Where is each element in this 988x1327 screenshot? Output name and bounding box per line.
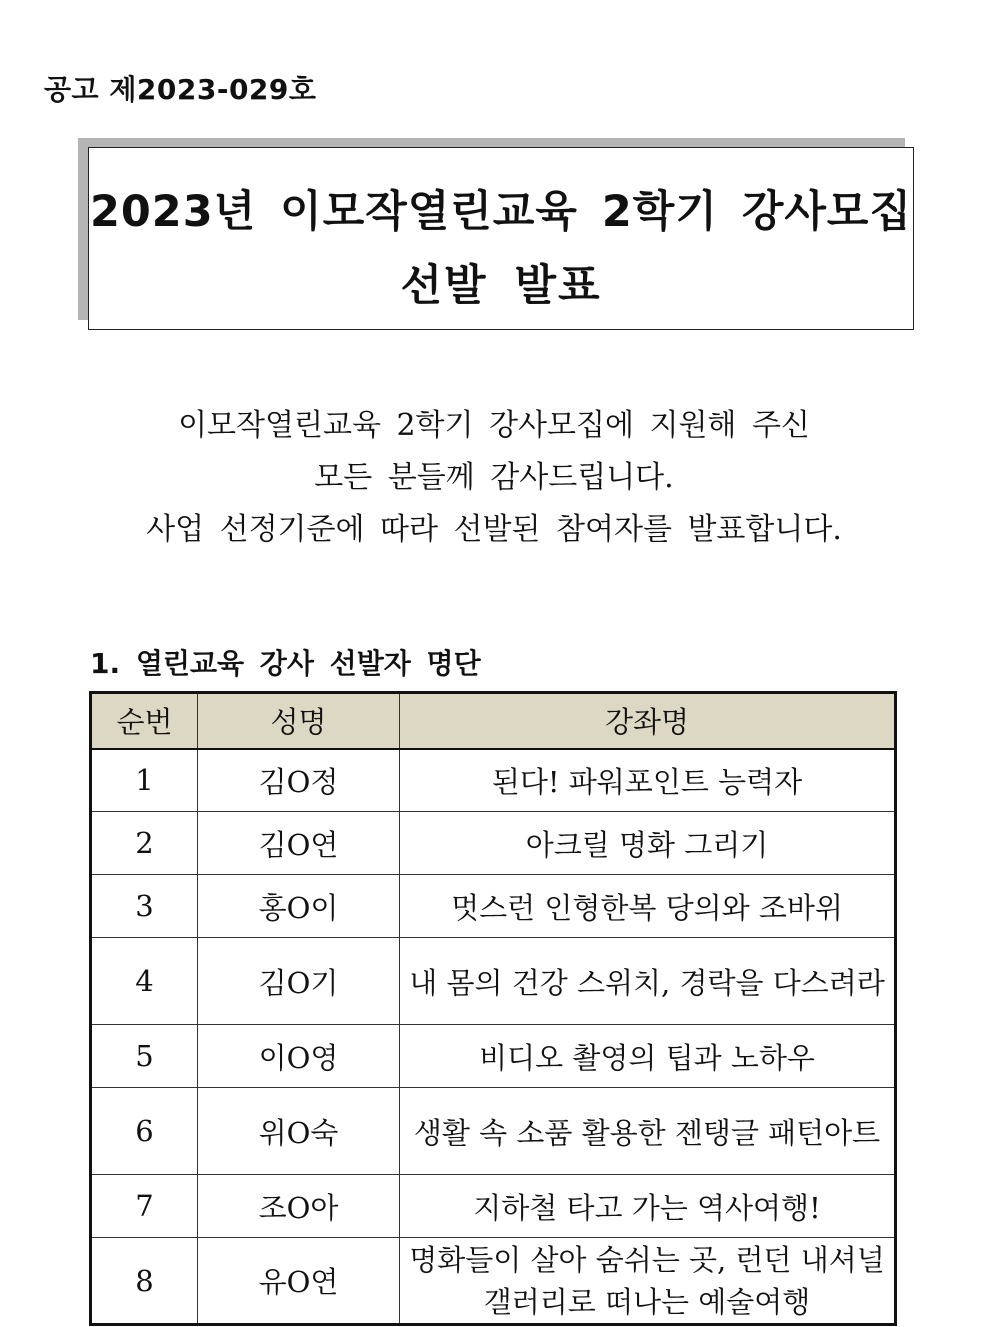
title-line-1: 2023년 이모작열린교육 2학기 강사모집 [89, 187, 913, 237]
cell-no: 8 [91, 1238, 198, 1325]
section-heading: 1. 열린교육 강사 선발자 명단 [90, 647, 481, 680]
cell-course: 내 몸의 건강 스위치, 경락을 다스려라 [400, 938, 896, 1025]
cell-no: 5 [91, 1025, 198, 1088]
table-row [91, 875, 896, 938]
header-name: 성명 [198, 693, 400, 749]
cell-no: 2 [91, 812, 198, 875]
cell-name: 홍O이 [198, 875, 400, 938]
cell-course-line-2: 갤러리로 떠나는 예술여행 [483, 1284, 811, 1319]
cell-course: 멋스런 인형한복 당의와 조바위 [400, 875, 896, 938]
table-row [91, 812, 896, 875]
cell-course: 비디오 촬영의 팁과 노하우 [400, 1025, 896, 1088]
cell-no: 3 [91, 875, 198, 938]
cell-name: 유O연 [198, 1238, 400, 1325]
header-no: 순번 [91, 693, 198, 749]
cell-no: 6 [91, 1088, 198, 1175]
cell-course: 아크릴 명화 그리기 [400, 812, 896, 875]
cell-no: 4 [91, 938, 198, 1025]
cell-name: 김O기 [198, 938, 400, 1025]
cell-name: 김O정 [198, 749, 400, 812]
instructor-roster-table [89, 691, 897, 1326]
table-row [91, 749, 896, 812]
cell-name: 위O숙 [198, 1088, 400, 1175]
table-row [91, 1175, 896, 1238]
cell-course-line-1: 명화들이 살아 숨쉬는 곳, 런던 내셔널 [409, 1242, 885, 1277]
intro-paragraph [0, 400, 988, 556]
header-course: 강좌명 [400, 693, 896, 749]
cell-name: 김O연 [198, 812, 400, 875]
cell-name: 이O영 [198, 1025, 400, 1088]
cell-course: 된다! 파워포인트 능력자 [400, 749, 896, 812]
table-row [91, 1088, 896, 1175]
cell-name: 조O아 [198, 1175, 400, 1238]
cell-no: 1 [91, 749, 198, 812]
notice-number: 공고 제2023-029호 [44, 73, 317, 106]
cell-course: 지하철 타고 가는 역사여행! [400, 1175, 896, 1238]
table-row [91, 938, 896, 1025]
intro-line-3: 사업 선정기준에 따라 선발된 참여자를 발표합니다. [146, 512, 842, 547]
cell-course: 생활 속 소품 활용한 젠탱글 패턴아트 [400, 1088, 896, 1175]
intro-line-1: 이모작열린교육 2학기 강사모집에 지원해 주신 [178, 408, 810, 443]
title-box [88, 147, 914, 330]
table-row [91, 1238, 896, 1325]
table-row [91, 1025, 896, 1088]
cell-no: 7 [91, 1175, 198, 1238]
table-header-row [91, 693, 896, 749]
cell-course [400, 1238, 896, 1325]
title-line-2: 선발 발표 [400, 261, 602, 311]
intro-line-2: 모든 분들께 감사드립니다. [314, 460, 674, 495]
